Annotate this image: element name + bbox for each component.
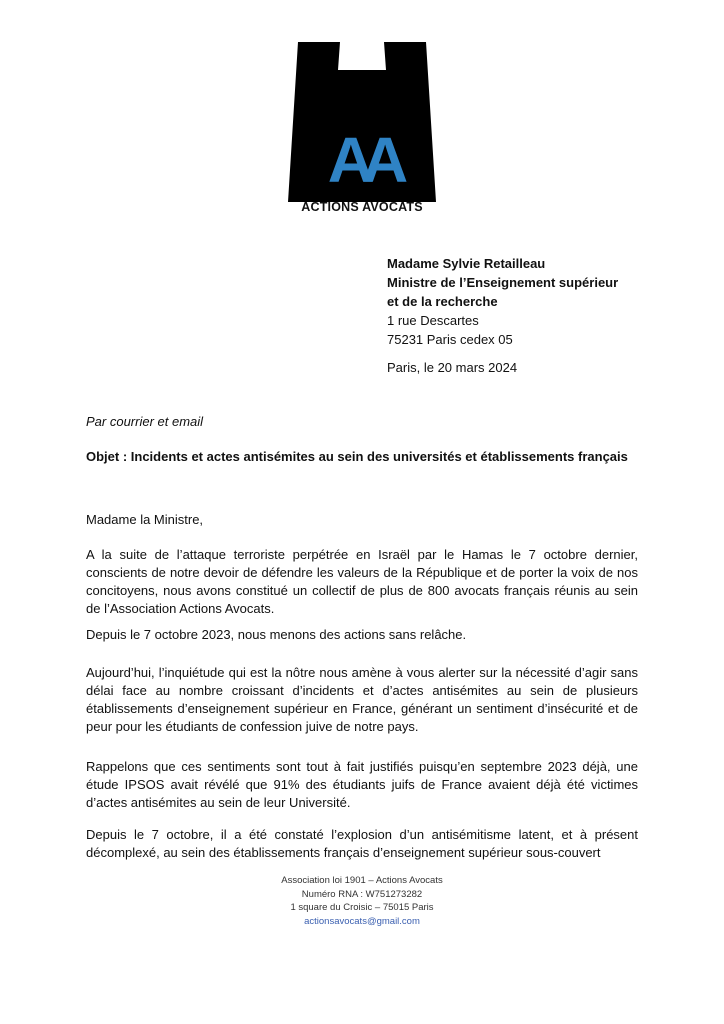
body-paragraph-4: Rappelons que ces sentiments sont tout à fait justifiés puisqu’en septembre 2023 déjà, une étude IPSOS avait révélé que 91% des étudiants juifs de France avaient déjà été victimes d’actes antisémites au sein de leur Université. [86,759,638,810]
salutation: Madame la Ministre, [86,512,204,527]
actions-avocats-logo-icon [288,42,436,202]
body-paragraph-2: Depuis le 7 octobre 2023, nous menons des actions sans relâche. [86,627,467,642]
delivery-method: Par courrier et email [86,414,204,429]
body-paragraph-1: A la suite de l’attaque terroriste perpétrée en Israël par le Hamas le 7 octobre dernier, conscients de notre devoir de défendre les valeurs de la République et de porter la voix de nos concitoyens, nous avons constitué un collectif de plus de 800 avocats français réunis au sein de l’Association Actions Avocats. [86,547,638,616]
recipient-title-line2: et de la recherche [387,294,498,309]
recipient-address-line2: 75231 Paris cedex 05 [387,332,513,347]
organization-name: ACTIONS AVOCATS [301,200,423,214]
letterhead-footer [212,874,512,928]
logo-monogram: AA [327,124,397,196]
footer-rna-number: Numéro RNA : W751273282 [301,888,423,900]
recipient-address-line1: 1 rue Descartes [387,313,479,328]
body-paragraph-3: Aujourd’hui, l’inquiétude qui est la nôtre nous amène à vous alerter sur la nécessité d’agir sans délai face au nombre croissant d’incidents et d’actes antisémites au sein de plusieurs établissements d’enseignement supérieur en France, générant un sentiment d’insécurité et de peur pour les étudiants de confession juive de notre pays. [86,665,638,734]
footer-association: Association loi 1901 – Actions Avocats [281,875,443,886]
footer-email-link[interactable]: actionsavocats@gmail.com [304,915,420,927]
recipient-title-line1: Ministre de l’Enseignement supérieur [387,275,619,290]
footer-address: 1 square du Croisic – 75015 Paris [290,902,434,913]
body-paragraph-5: Depuis le 7 octobre, il a été constaté l’explosion d’un antisémitisme latent, et à présent décomplexé, au sein des établissements français d’enseignement supérieur sous-couvert [86,827,638,860]
letter-subject: Objet : Incidents et actes antisémites au sein des universités et établissements français [86,449,628,464]
recipient-name: Madame Sylvie Retailleau [387,256,546,271]
recipient-block [387,254,618,349]
letter-date: Paris, le 20 mars 2024 [387,360,518,375]
